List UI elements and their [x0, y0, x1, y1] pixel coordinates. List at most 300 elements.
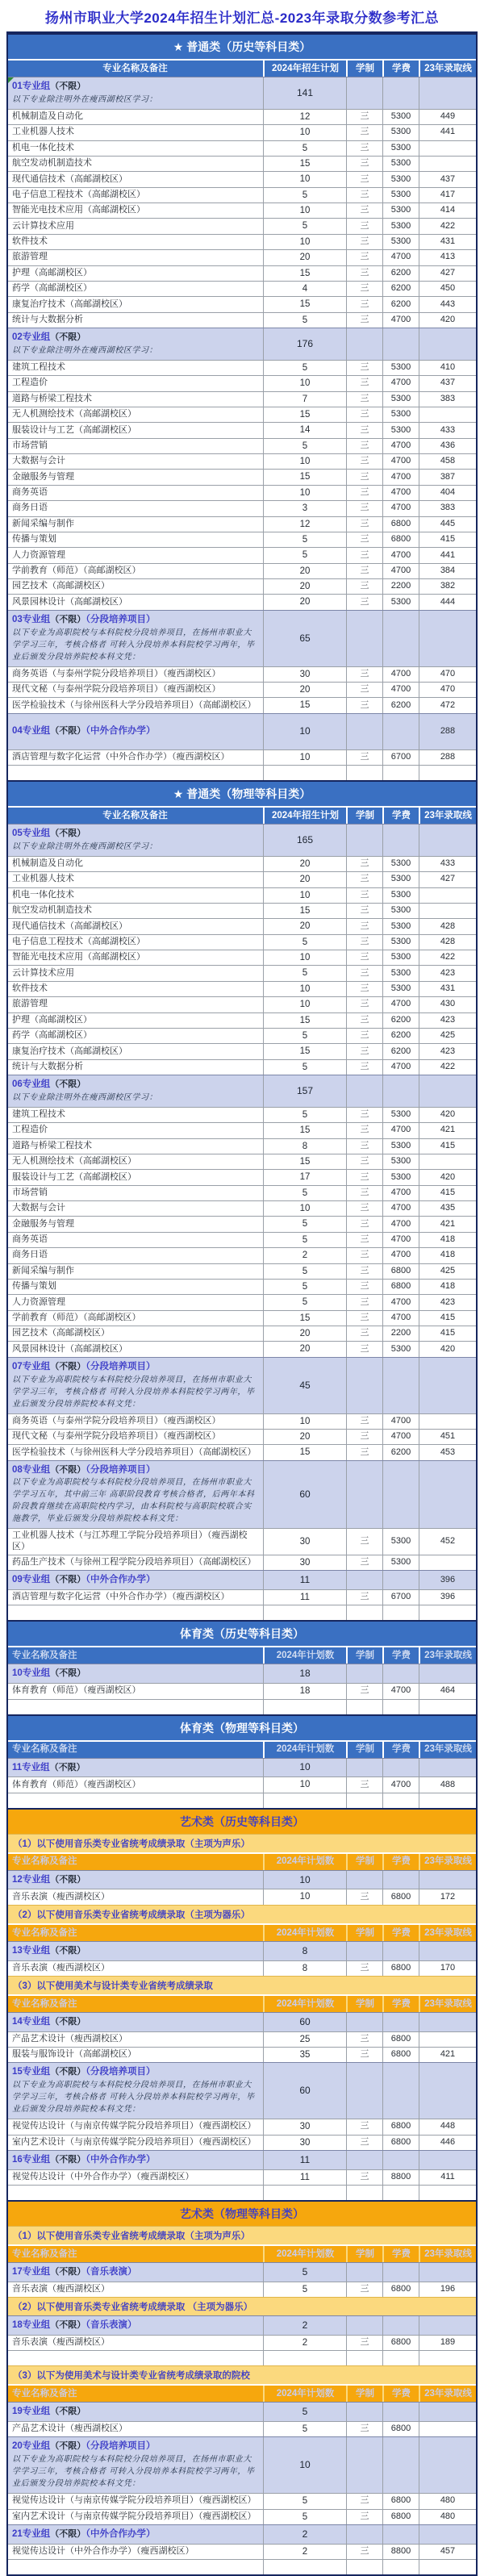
score-cell: 420 — [419, 1342, 476, 1356]
data-row — [8, 234, 476, 249]
group-name-cell — [8, 714, 263, 749]
group-label-wrap — [12, 2527, 258, 2542]
column-header-cell: 学制 — [346, 1742, 382, 1758]
plan-cell: 2 — [263, 1248, 346, 1263]
fee-cell: 5300 — [382, 1342, 419, 1356]
years-cell: 三 — [346, 1414, 382, 1429]
years-cell — [346, 825, 382, 856]
major-name-cell: 大数据与会计 — [12, 1203, 65, 1213]
years-cell: 三 — [346, 407, 382, 422]
data-row — [8, 249, 476, 265]
group-label: 08专业组 — [12, 1464, 51, 1475]
data-row — [8, 1185, 476, 1200]
data-row — [8, 1154, 476, 1169]
column-header-cell: 2024年招生计划 — [263, 61, 346, 77]
fee-cell — [382, 1871, 419, 1889]
group-name-cell — [8, 1571, 263, 1589]
plan-cell: 10 — [263, 888, 346, 903]
major-name-cell: 现代通信技术（高邮湖校区） — [12, 921, 127, 931]
years-cell — [346, 1664, 382, 1683]
plan-cell: 2 — [263, 2545, 346, 2559]
fee-cell: 6800 — [382, 1889, 419, 1904]
score-cell — [419, 888, 476, 903]
years-cell: 三 — [346, 1201, 382, 1216]
group-label-wrap — [12, 2152, 258, 2168]
column-header-cell: 23年录取线 — [419, 1647, 476, 1664]
column-header-cell: 学费 — [382, 1854, 419, 1870]
major-name-cell: 传播与策划 — [12, 534, 56, 545]
group-label-wrap — [12, 1463, 258, 1527]
score-cell: 472 — [419, 698, 476, 712]
years-cell — [346, 2403, 382, 2421]
score-cell: 423 — [419, 1044, 476, 1058]
score-cell — [419, 825, 476, 856]
column-header-cell: 2024年计划数 — [263, 2386, 346, 2402]
score-cell: 448 — [419, 2119, 476, 2134]
score-cell — [419, 1075, 476, 1107]
fee-cell — [382, 1461, 419, 1529]
score-cell: 288 — [419, 714, 476, 749]
empty-cell — [8, 2186, 263, 2200]
group-name-cell — [8, 2525, 263, 2544]
score-cell — [419, 2403, 476, 2421]
empty-cell — [419, 1605, 476, 1620]
major-name-cell: 护理（高邮湖校区） — [12, 1014, 92, 1025]
years-cell: 三 — [346, 1889, 382, 1904]
score-cell — [419, 1555, 476, 1570]
years-cell: 三 — [346, 2336, 382, 2350]
fee-cell: 4700 — [382, 1217, 419, 1231]
fee-cell: 6800 — [382, 517, 419, 532]
score-cell — [419, 328, 476, 360]
column-header-row — [8, 806, 476, 824]
empty-cell — [419, 1700, 476, 1714]
group-label: 04专业组 — [12, 726, 51, 737]
fee-cell: 5300 — [382, 423, 419, 437]
group-name-cell — [8, 2403, 263, 2421]
fee-cell: 5300 — [382, 110, 419, 124]
empty-cell — [263, 1793, 346, 1808]
empty-cell — [346, 1793, 382, 1808]
score-cell: 421 — [419, 1217, 476, 1231]
score-cell — [419, 1461, 476, 1529]
score-cell: 288 — [419, 750, 476, 765]
plan-cell: 5 — [263, 1108, 346, 1122]
major-name-cell: 体育教育（师范）（瘦西湖校区） — [12, 1685, 141, 1696]
years-cell: 三 — [346, 1186, 382, 1200]
years-cell: 三 — [346, 1123, 382, 1138]
empty-cell — [346, 2186, 382, 2200]
major-name-cell: 视觉传达设计（与南京传媒学院分段培养项目）（瘦西湖校区） — [12, 2121, 257, 2131]
group-label-wrap — [12, 1572, 258, 1588]
group-name-cell — [8, 825, 263, 856]
fee-cell: 6800 — [382, 2032, 419, 2047]
plan-cell: 4 — [263, 282, 346, 296]
plan-cell: 10 — [263, 1201, 346, 1216]
data-row — [8, 1310, 476, 1326]
data-row — [8, 1960, 476, 1976]
column-header-cell: 23年录取线 — [419, 61, 476, 77]
fee-cell — [382, 1759, 419, 1777]
years-cell: 三 — [346, 392, 382, 407]
column-header-cell: 2024年计划数 — [263, 1647, 346, 1664]
plan-cell: 15 — [263, 407, 346, 422]
years-cell: 三 — [346, 1961, 382, 1976]
empty-cell — [419, 2560, 476, 2574]
note-row: （1）以下使用音乐类专业省统考成绩录取（主项为声乐） — [8, 1834, 476, 1852]
plan-cell: 10 — [263, 1777, 346, 1792]
group-label: 18专业组 — [12, 2320, 51, 2331]
data-row — [8, 1028, 476, 1043]
score-cell: 172 — [419, 1889, 476, 1904]
fee-cell — [382, 77, 419, 109]
plan-cell: 15 — [263, 904, 346, 918]
years-cell: 三 — [346, 110, 382, 124]
fee-cell: 4700 — [382, 667, 419, 682]
plan-cell: 20 — [263, 919, 346, 933]
major-name-cell: 音乐表演（瘦西湖校区） — [12, 1962, 110, 1973]
major-name-cell: 产品艺术设计（瘦西湖校区） — [12, 2033, 127, 2044]
years-cell: 三 — [346, 313, 382, 328]
score-cell: 421 — [419, 1123, 476, 1138]
major-name-cell: 风景园林设计（高邮湖校区） — [12, 596, 127, 607]
data-row — [8, 1413, 476, 1429]
fee-cell — [382, 611, 419, 666]
group-name-cell — [8, 1358, 263, 1413]
note-row: （1）以下使用音乐类专业省统考成绩录取（主项为声乐） — [8, 2226, 476, 2244]
fee-cell: 6200 — [382, 1044, 419, 1058]
data-row — [8, 682, 476, 697]
data-row — [8, 202, 476, 218]
group-label-wrap — [12, 330, 258, 358]
major-name-cell: 康复治疗技术（高邮湖校区） — [12, 1046, 127, 1056]
years-cell: 三 — [346, 872, 382, 887]
group-restriction: （不限） — [50, 1874, 86, 1885]
group-note: 以下专业除注明外在瘦西湖校区学习： — [12, 345, 158, 355]
plan-cell: 5 — [263, 966, 346, 980]
score-cell — [419, 1871, 476, 1889]
group-label: 10专业组 — [12, 1668, 51, 1679]
plan-cell: 10 — [263, 376, 346, 390]
fee-cell: 4700 — [382, 1430, 419, 1444]
major-name-cell: 药学（高邮湖校区） — [12, 283, 92, 294]
score-cell — [419, 2437, 476, 2493]
score-cell: 437 — [419, 172, 476, 186]
major-name-cell: 智能光电技术应用（高邮湖校区） — [12, 205, 145, 215]
group-label-wrap — [12, 1943, 258, 1959]
fee-cell: 4700 — [382, 1123, 419, 1138]
plan-cell: 5 — [263, 2422, 346, 2436]
major-name-cell: 商务英语（与泰州学院分段培养项目）（瘦西湖校区） — [12, 668, 221, 678]
group-label: 09专业组 — [12, 1575, 51, 1585]
score-cell: 396 — [419, 1571, 476, 1589]
major-name-cell: 电子信息工程技术（高邮湖校区） — [12, 189, 145, 199]
major-name-cell: 云计算技术应用 — [12, 967, 74, 978]
data-row — [8, 1429, 476, 1444]
plan-cell: 2 — [263, 2525, 346, 2544]
fee-cell: 4700 — [382, 1684, 419, 1698]
major-name-cell: 人力资源管理 — [12, 549, 65, 560]
score-cell — [419, 141, 476, 156]
fee-cell — [382, 2403, 419, 2421]
data-row — [8, 2493, 476, 2508]
group-restriction: （不限） — [50, 2441, 86, 2452]
group-restriction: （不限） — [50, 1464, 86, 1475]
score-cell: 480 — [419, 2510, 476, 2524]
major-name-cell: 机电一体化技术 — [12, 142, 74, 152]
fee-cell: 6700 — [382, 750, 419, 765]
score-cell — [419, 2422, 476, 2436]
group-note: 以下专业除注明外在瘦西湖校区学习： — [12, 94, 158, 104]
years-cell — [346, 611, 382, 666]
major-name-cell: 视觉传达设计（中外合作办学）（瘦西湖校区） — [12, 2545, 194, 2556]
score-cell: 420 — [419, 313, 476, 328]
years-cell: 三 — [346, 297, 382, 311]
plan-cell: 12 — [263, 110, 346, 124]
major-name-cell: 视觉传达设计（与南京传媒学院分段培养项目）（瘦西湖校区） — [12, 2495, 257, 2506]
group-label: 03专业组 — [12, 614, 51, 624]
fee-cell: 4700 — [382, 486, 419, 500]
group-name-cell — [8, 2316, 263, 2335]
plan-cell: 20 — [263, 1430, 346, 1444]
fee-cell — [382, 2437, 419, 2493]
column-header-cell: 专业名称及备注 — [8, 808, 263, 824]
plan-cell: 141 — [263, 77, 346, 109]
data-row — [8, 1776, 476, 1792]
group-row — [8, 1357, 476, 1413]
group-label-wrap — [12, 1077, 258, 1105]
plan-cell: 17 — [263, 1170, 346, 1184]
column-header-row — [8, 1646, 476, 1664]
empty-cell — [346, 1605, 382, 1620]
years-cell: 三 — [346, 470, 382, 484]
major-name-cell: 风景园林设计（高邮湖校区） — [12, 1343, 127, 1354]
major-name-cell: 工程造价 — [12, 378, 48, 388]
fee-cell: 6800 — [382, 2494, 419, 2508]
data-row — [8, 996, 476, 1012]
data-row — [8, 950, 476, 965]
data-row — [8, 1012, 476, 1028]
data-row — [8, 1216, 476, 1231]
fee-cell: 6200 — [382, 698, 419, 712]
fee-cell: 5300 — [382, 1170, 419, 1184]
years-cell: 三 — [346, 1139, 382, 1154]
score-cell: 196 — [419, 2282, 476, 2297]
fee-cell: 4700 — [382, 1248, 419, 1263]
data-row — [8, 547, 476, 562]
years-cell: 三 — [346, 1233, 382, 1247]
data-row — [8, 2282, 476, 2297]
years-cell: 三 — [346, 2282, 382, 2297]
empty-cell — [382, 1793, 419, 1808]
group-row — [8, 2062, 476, 2119]
data-row — [8, 1138, 476, 1154]
years-cell — [346, 2063, 382, 2119]
plan-cell: 15 — [263, 470, 346, 484]
group-restriction: （不限） — [50, 1668, 86, 1679]
empty-row — [8, 2350, 476, 2365]
group-label: 19专业组 — [12, 2407, 51, 2417]
major-name-cell: 机电一体化技术 — [12, 889, 74, 900]
score-cell: 435 — [419, 1201, 476, 1216]
column-header-cell: 23年录取线 — [419, 1996, 476, 2012]
plan-cell: 15 — [263, 157, 346, 171]
score-cell: 430 — [419, 997, 476, 1012]
plan-cell: 10 — [263, 235, 346, 249]
years-cell: 三 — [346, 1684, 382, 1698]
years-cell: 三 — [346, 919, 382, 933]
fee-cell — [382, 2316, 419, 2335]
plan-cell: 30 — [263, 1555, 346, 1570]
plan-cell: 10 — [263, 1414, 346, 1429]
score-cell — [419, 1664, 476, 1683]
score-cell: 444 — [419, 595, 476, 609]
plan-cell: 8 — [263, 1942, 346, 1960]
fee-cell: 4700 — [382, 1233, 419, 1247]
data-row — [8, 156, 476, 171]
fee-cell — [382, 1942, 419, 1960]
fee-cell: 5300 — [382, 1108, 419, 1122]
score-cell: 450 — [419, 282, 476, 296]
group-restriction: （不限） — [49, 1762, 86, 1772]
score-cell: 383 — [419, 392, 476, 407]
fee-cell: 4700 — [382, 501, 419, 516]
score-cell: 417 — [419, 188, 476, 202]
score-cell: 383 — [419, 501, 476, 516]
group-label: 13专业组 — [12, 1945, 51, 1956]
score-cell: 410 — [419, 361, 476, 375]
group-label-wrap — [12, 612, 258, 665]
score-cell: 433 — [419, 423, 476, 437]
years-cell: 三 — [346, 2422, 382, 2436]
years-cell: 三 — [346, 982, 382, 996]
empty-cell — [263, 2351, 346, 2365]
major-name-cell: 商务英语 — [12, 1234, 48, 1245]
major-name-cell: 人力资源管理 — [12, 1296, 65, 1307]
major-name-cell: 现代文秘（与泰州学院分段培养项目）（瘦西湖校区） — [12, 684, 221, 695]
group-name-cell — [8, 1075, 263, 1107]
score-cell: 418 — [419, 1233, 476, 1247]
group-row — [8, 2436, 476, 2493]
years-cell: 三 — [346, 1326, 382, 1341]
plan-cell: 15 — [263, 297, 346, 311]
empty-row — [8, 2185, 476, 2200]
major-name-cell: 酒店管理与数字化运营（中外合作办学）（瘦西湖校区） — [12, 1592, 230, 1602]
score-cell: 414 — [419, 203, 476, 218]
plan-cell: 15 — [263, 1013, 346, 1028]
empty-cell — [263, 1605, 346, 1620]
data-row — [8, 140, 476, 156]
major-name-cell: 旅游管理 — [12, 999, 48, 1009]
plan-cell: 5 — [263, 1217, 346, 1231]
fee-cell: 5300 — [382, 1555, 419, 1570]
score-cell: 458 — [419, 454, 476, 469]
years-cell — [346, 2437, 382, 2493]
empty-cell — [382, 1700, 419, 1714]
score-cell: 453 — [419, 1445, 476, 1459]
fee-cell: 5300 — [382, 966, 419, 980]
years-cell — [346, 2013, 382, 2031]
score-cell: 423 — [419, 1013, 476, 1028]
years-cell: 三 — [346, 997, 382, 1012]
score-cell: 422 — [419, 950, 476, 965]
score-cell: 470 — [419, 667, 476, 682]
plan-cell: 25 — [263, 2032, 346, 2047]
group-restriction: （不限） — [50, 1945, 86, 1956]
data-row — [8, 749, 476, 765]
group-label-wrap — [12, 1359, 258, 1412]
score-cell: 384 — [419, 564, 476, 578]
group-label-wrap — [12, 79, 258, 107]
major-name-cell: 医学检验技术（与徐州医科大学分段培养项目）（高邮湖校区） — [12, 699, 257, 710]
fee-cell — [382, 1075, 419, 1107]
column-header-cell: 23年录取线 — [419, 2246, 476, 2262]
group-restriction: （不限） — [50, 1575, 86, 1585]
years-cell: 三 — [346, 1311, 382, 1326]
score-cell: 415 — [419, 1311, 476, 1326]
data-row — [8, 1232, 476, 1247]
group-label: 11专业组 — [12, 1762, 50, 1772]
empty-cell — [382, 2560, 419, 2574]
group-restriction: （不限） — [50, 2407, 86, 2417]
group-restriction: （不限） — [50, 1079, 86, 1089]
years-cell: 三 — [346, 1430, 382, 1444]
fee-cell: 6200 — [382, 1013, 419, 1028]
plan-cell: 10 — [263, 982, 346, 996]
data-row — [8, 265, 476, 281]
plan-cell: 5 — [263, 2510, 346, 2524]
section-header: 体育类（物理等科目类） — [8, 1714, 476, 1740]
data-row — [8, 281, 476, 296]
section-header: 艺术类（物理等科目类） — [8, 2200, 476, 2226]
score-cell: 457 — [419, 2545, 476, 2559]
group-label: 12专业组 — [12, 1874, 51, 1885]
fee-cell: 4700 — [382, 454, 419, 469]
group-row — [8, 1664, 476, 1683]
plan-cell: 15 — [263, 1311, 346, 1326]
fee-cell: 2200 — [382, 579, 419, 594]
empty-row — [8, 2559, 476, 2574]
data-row — [8, 2169, 476, 2185]
group-label-wrap — [12, 2265, 258, 2280]
years-cell: 三 — [346, 857, 382, 871]
major-name-cell: 医学检验技术（与徐州医科大学分段培养项目）（高邮湖校区） — [12, 1447, 257, 1457]
plan-cell: 20 — [263, 595, 346, 609]
note-row: （3）以下为使用美术与设计类专业省统考成绩录取的院校 — [8, 2365, 476, 2384]
years-cell: 三 — [346, 157, 382, 171]
major-name-cell: 软件技术 — [12, 236, 48, 247]
fee-cell — [382, 714, 419, 749]
major-name-cell: 服装设计与工艺（高邮湖校区） — [12, 424, 136, 435]
empty-cell — [8, 1700, 263, 1714]
score-cell: 415 — [419, 1186, 476, 1200]
major-name-cell: 道路与桥梁工程技术 — [12, 1140, 92, 1150]
major-name-cell: 航空发动机制造技术 — [12, 158, 92, 169]
score-cell: 480 — [419, 2494, 476, 2508]
group-row — [8, 77, 476, 109]
column-header-cell: 2024年计划数 — [263, 1742, 346, 1758]
major-name-cell: 航空发动机制造技术 — [12, 905, 92, 916]
years-cell: 三 — [346, 904, 382, 918]
years-cell: 三 — [346, 266, 382, 281]
group-program-type: （中外合作办学） — [86, 2154, 156, 2165]
column-header-cell: 学制 — [346, 2386, 382, 2402]
group-restriction: （不限） — [50, 2067, 86, 2077]
fee-cell: 5300 — [382, 950, 419, 965]
group-program-type: （音乐表演） — [86, 2267, 137, 2277]
group-label-wrap — [12, 2014, 258, 2030]
data-row — [8, 1263, 476, 1279]
